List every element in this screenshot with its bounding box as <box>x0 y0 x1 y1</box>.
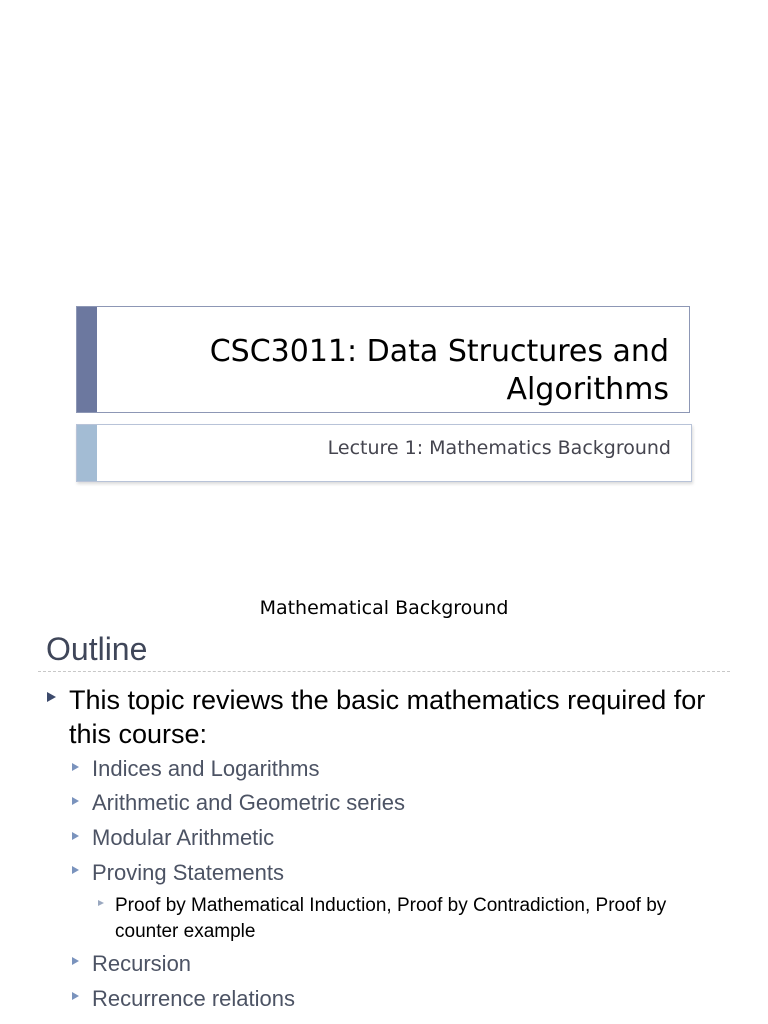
bullet-marker-icon <box>72 763 79 771</box>
bullet-marker-icon <box>47 692 56 702</box>
bullet-marker-icon <box>98 900 104 906</box>
bullet-marker-icon <box>72 832 79 840</box>
list-item: Recursion <box>92 951 192 976</box>
title-box <box>76 306 690 413</box>
bullet-marker-icon <box>72 992 79 1000</box>
sub-list-item: Proof by Mathematical Induction, Proof by Contradiction, Proof by counter example <box>115 895 667 942</box>
bullet-marker-icon <box>72 797 79 805</box>
list-item: Arithmetic and Geometric series <box>92 790 405 815</box>
title-divider <box>38 671 730 672</box>
list-item: Proving Statements <box>92 860 284 885</box>
outline-title: Outline <box>46 631 148 667</box>
list-item: Recurrence relations <box>92 986 295 1011</box>
title-accent-bar <box>77 307 97 412</box>
slide-header: Mathematical Background <box>259 597 509 619</box>
bullet-marker-icon <box>72 866 79 874</box>
subtitle-accent-bar <box>77 425 97 481</box>
subtitle-box <box>76 424 692 482</box>
list-item: Indices and Logarithms <box>92 756 320 781</box>
list-item: Modular Arithmetic <box>92 825 275 850</box>
slide-subtitle: Lecture 1: Mathematics Background <box>327 437 671 459</box>
slide-title: CSC3011: Data Structures and Algorithms <box>209 334 669 407</box>
intro-bullet: This topic reviews the basic mathematics required for this course: <box>69 685 706 749</box>
bullet-marker-icon <box>72 957 79 965</box>
